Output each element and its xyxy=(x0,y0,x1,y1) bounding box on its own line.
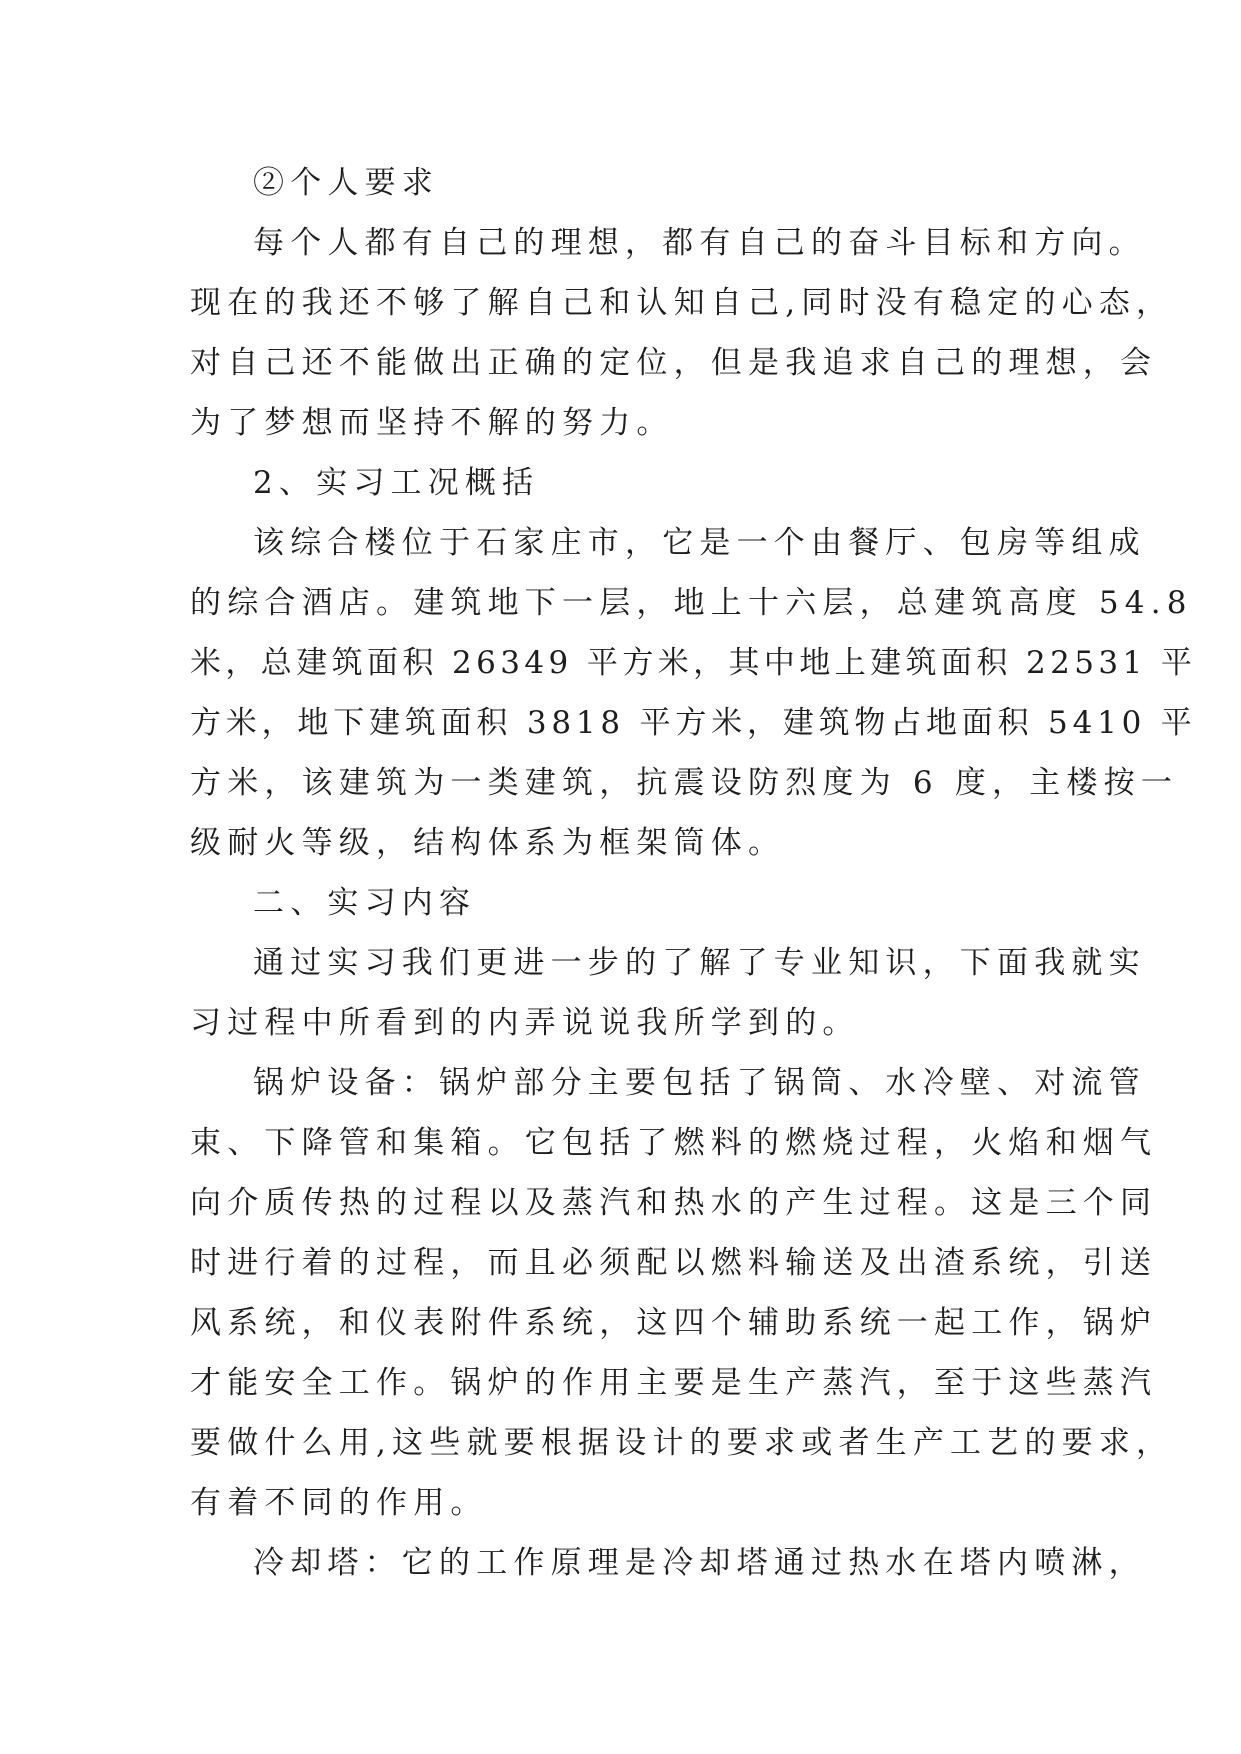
paragraph-line: 的综合酒店。建筑地下一层，地上十六层，总建筑高度 54.8 xyxy=(190,585,1193,621)
paragraph-line: 冷却塔：它的工作原理是冷却塔通过热水在塔内喷淋， xyxy=(253,1545,1146,1581)
paragraph-line: 有着不同的作用。 xyxy=(190,1485,488,1521)
section-heading-internship-content: 二、实习内容 xyxy=(253,885,477,921)
paragraph-line: 束、下降管和集箱。它包括了燃料的燃烧过程，火焰和烟气 xyxy=(190,1125,1158,1161)
paragraph-line: 要做什么用,这些就要根据设计的要求或者生产工艺的要求， xyxy=(190,1425,1174,1461)
paragraph-line: 通过实习我们更进一步的了解了专业知识，下面我就实 xyxy=(253,945,1146,981)
section-heading-site-overview: 2、实习工况概括 xyxy=(253,465,540,501)
paragraph-line: 锅炉设备：锅炉部分主要包括了锅筒、水冷壁、对流管 xyxy=(253,1065,1146,1101)
paragraph-line: 风系统，和仪表附件系统，这四个辅助系统一起工作，锅炉 xyxy=(190,1305,1158,1341)
paragraph-line: 方米，该建筑为一类建筑，抗震设防烈度为 6 度，主楼按一 xyxy=(190,765,1179,801)
paragraph-line: 为了梦想而坚持不解的努力。 xyxy=(190,405,674,441)
paragraph-line: 该综合楼位于石家庄市，它是一个由餐厅、包房等组成 xyxy=(253,525,1146,561)
section-heading-personal-requirements: ②个人要求 xyxy=(253,165,439,201)
paragraph-line: 级耐火等级，结构体系为框架筒体。 xyxy=(190,825,786,861)
paragraph-line: 向介质传热的过程以及蒸汽和热水的产生过程。这是三个同 xyxy=(190,1185,1158,1221)
paragraph-line: 习过程中所看到的内弄说说我所学到的。 xyxy=(190,1005,860,1041)
paragraph-line: 时进行着的过程，而且必须配以燃料输送及出渣系统，引送 xyxy=(190,1245,1158,1281)
paragraph-line: 每个人都有自己的理想，都有自己的奋斗目标和方向。 xyxy=(253,225,1146,261)
paragraph-line: 才能安全工作。锅炉的作用主要是生产蒸汽，至于这些蒸汽 xyxy=(190,1365,1158,1401)
paragraph-line: 现在的我还不够了解自己和认知自己,同时没有稳定的心态， xyxy=(190,285,1174,321)
paragraph-line: 米，总建筑面积 26349 平方米，其中地上建筑面积 22531 平 xyxy=(190,645,1197,681)
paragraph-line: 对自己还不能做出正确的定位，但是我追求自己的理想，会 xyxy=(190,345,1158,381)
paragraph-line: 方米，地下建筑面积 3818 平方米，建筑物占地面积 5410 平 xyxy=(190,705,1197,741)
